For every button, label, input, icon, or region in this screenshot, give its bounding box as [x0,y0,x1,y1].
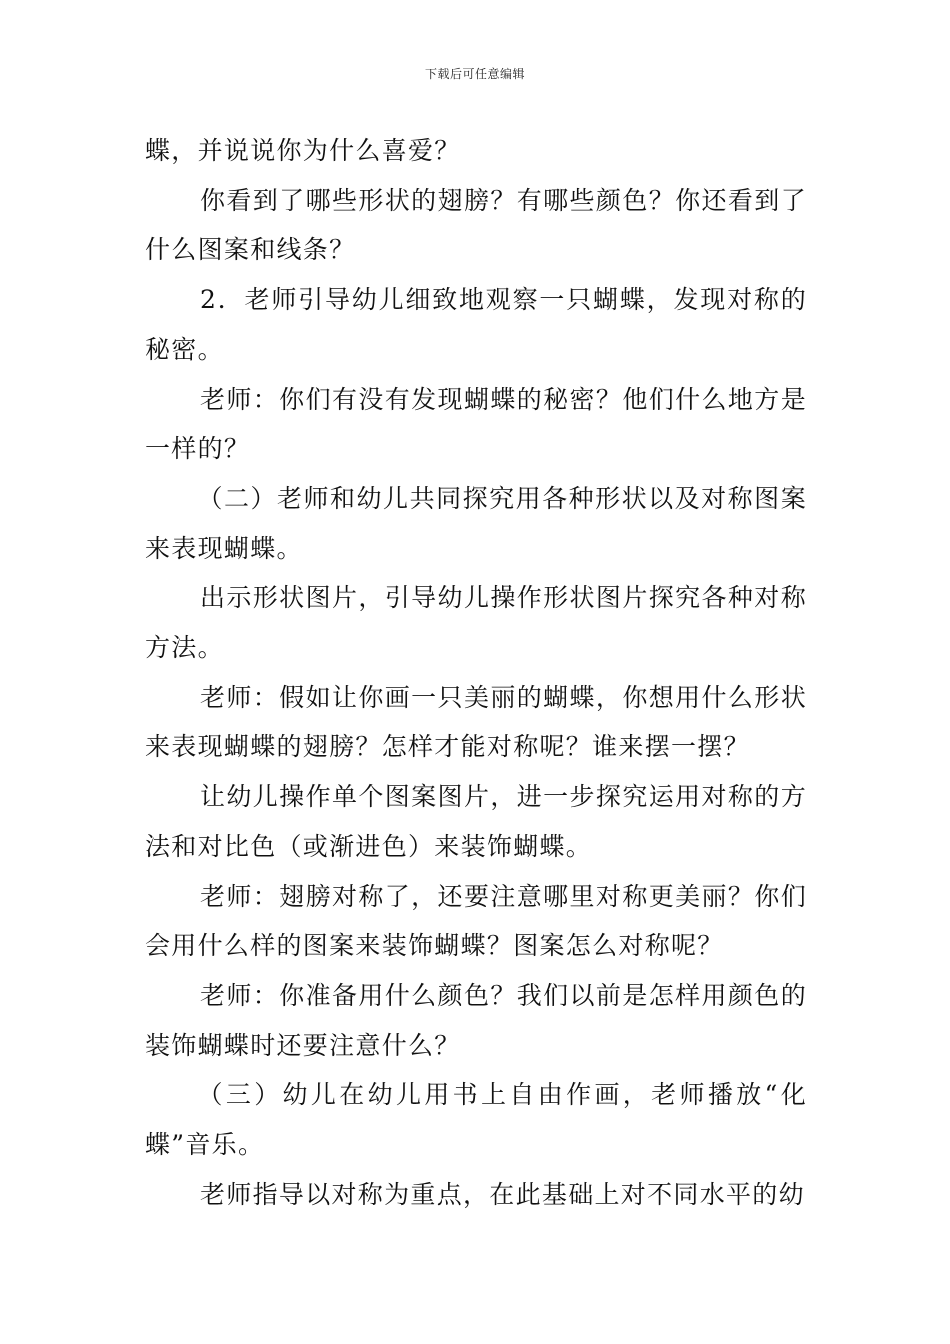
paragraph: 出示形状图片，引导幼儿操作形状图片探究各种对称方法。 [145,583,807,663]
paragraph: 让幼儿操作单个图案图片，进一步探究运用对称的方法和对比色（或渐进色）来装饰蝴蝶。 [145,782,807,861]
paragraph-continuation: 蝶，并说说你为什么喜爱？ [145,136,461,165]
paragraph: 老师指导以对称为重点，在此基础上对不同水平的幼 [200,1179,805,1209]
paragraph-teacher-question: 老师：假如让你画一只美丽的蝴蝶，你想用什么形状来表现蝴蝶的翅膀？怎样才能对称呢？谁来摆一摆？ [145,682,807,762]
paragraph-teacher-question: 老师：你们有没有发现蝴蝶的秘密？他们什么地方是一样的？ [145,384,807,464]
paragraph: 你看到了哪些形状的翅膀？有哪些颜色？你还看到了什么图案和线条？ [145,185,807,265]
paragraph-teacher-question: 老师：翅膀对称了，还要注意哪里对称更美丽？你们会用什么样的图案来装饰蝴蝶？图案怎么对称呢？ [145,881,807,961]
section-heading-3: （三）幼儿在幼儿用书上自由作画，老师播放“化蝶”音乐。 [145,1080,807,1160]
section-heading-2: （二）老师和幼儿共同探究用各种形状以及对称图案来表现蝴蝶。 [145,483,807,563]
paragraph-teacher-question: 老师：你准备用什么颜色？我们以前是怎样用颜色的装饰蝴蝶时还要注意什么？ [145,980,807,1060]
document-body [145,126,807,1219]
paragraph-step-2: 2．老师引导幼儿细致地观察一只蝴蝶，发现对称的秘密。 [145,285,807,364]
page-header: 下载后可任意编辑 [424,67,525,81]
